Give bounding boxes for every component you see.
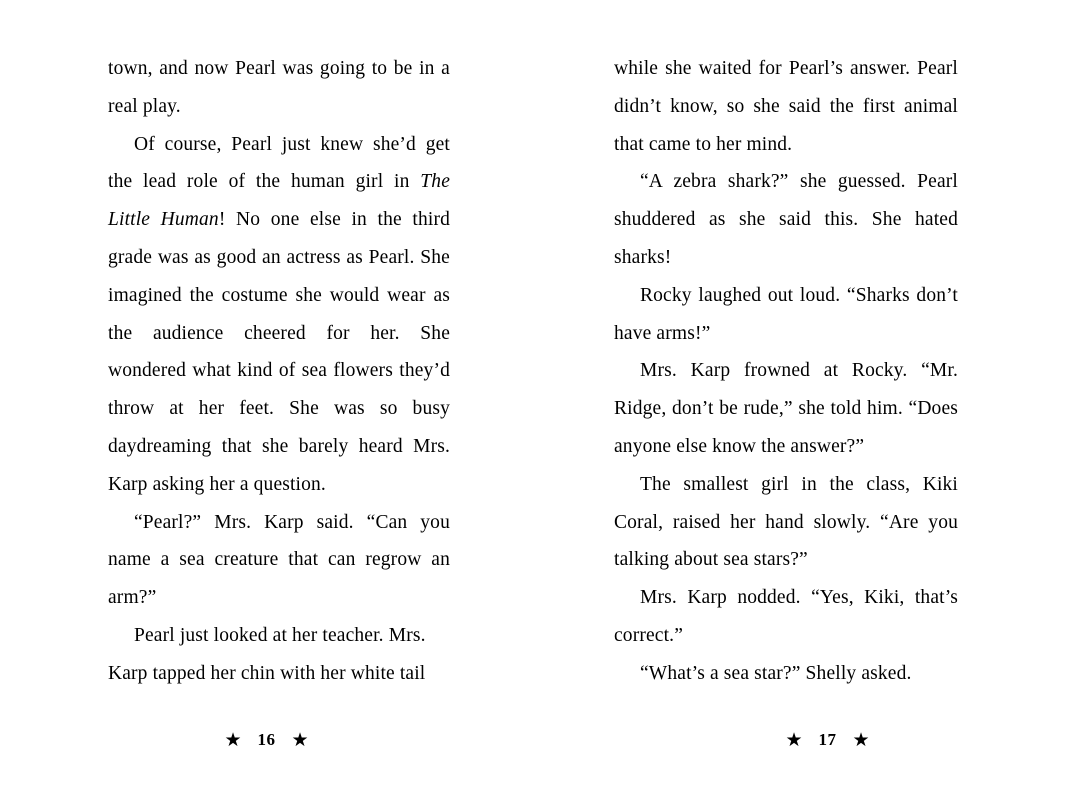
paragraph: The smallest girl in the class, Kiki Coral, raised her hand slowly. “Are you talking about sea stars?” [614, 473, 958, 571]
paragraph: town, and now Pearl was going to be in a real play. [108, 58, 450, 117]
right-page-body [614, 50, 958, 693]
star-icon: ★ [852, 729, 870, 751]
paragraph: Pearl just looked at her teacher. Mrs. Karp tapped her chin with her white tail [108, 624, 426, 684]
left-page-folio [0, 730, 587, 750]
right-page [533, 0, 1066, 800]
paragraph: “A zebra shark?” she guessed. Pearl shuddered as she said this. She hated sharks! [614, 171, 958, 268]
right-page-folio [533, 730, 1066, 750]
star-icon: ★ [291, 729, 309, 751]
paragraph: while she waited for Pearl’s answer. Pearl didn’t know, so she said the first animal that came to her mind. [614, 58, 958, 155]
paragraph: “Pearl?” Mrs. Karp said. “Can you name a sea creature that can regrow an arm?” [108, 511, 450, 609]
paragraph: Of course, Pearl just knew she’d get the lead role of the human girl in The Little Human! No one else in the third grade was as good an actress as Pearl. She imagined the costume she would wear as the audience cheered for her. She wondered what kind of sea flowers they’d throw at her feet. She was so busy daydreaming that she barely heard Mrs. Karp asking her a question. [108, 133, 450, 495]
star-icon: ★ [785, 729, 803, 751]
paragraph: Rocky laughed out loud. “Sharks don’t have arms!” [614, 284, 958, 344]
left-page-body [108, 50, 450, 693]
paragraph: “What’s a sea star?” Shelly asked. [640, 662, 912, 684]
paragraph: Mrs. Karp frowned at Rocky. “Mr. Ridge, don’t be rude,” she told him. “Does anyone else know the answer?” [614, 360, 958, 457]
page-number: 16 [257, 730, 276, 749]
italic-title: The Little Human [108, 171, 450, 231]
star-icon: ★ [224, 729, 242, 751]
page-number: 17 [818, 730, 837, 749]
paragraph: Mrs. Karp nodded. “Yes, Kiki, that’s correct.” [614, 587, 958, 646]
